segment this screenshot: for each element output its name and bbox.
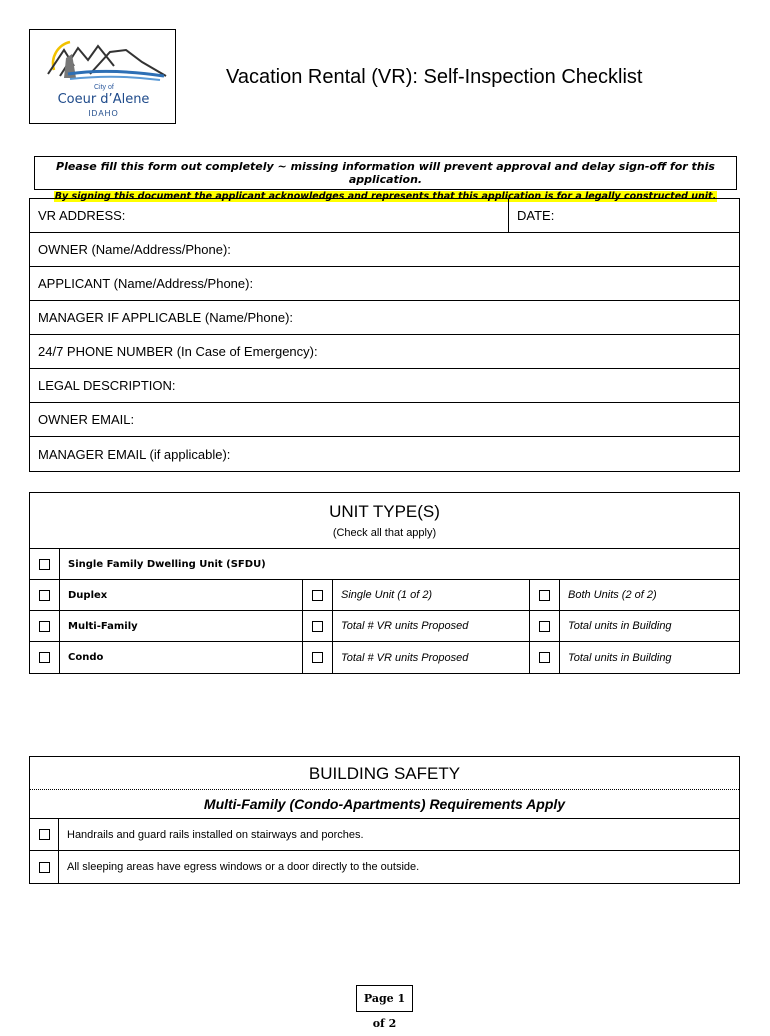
notice-box [34,156,737,202]
multifamily-vr-units-label: Total # VR units Proposed [341,620,469,632]
single-unit-checkbox[interactable] [312,590,323,601]
city-logo [29,29,176,124]
notice-line-2: By signing this document the applicant acknowledges and represents that this application is for a legally constructed unit. [54,191,717,202]
manager-email-field[interactable]: MANAGER EMAIL (if applicable): [38,446,231,462]
unit-row-multifamily [30,611,739,642]
info-row-owner-email [30,403,739,437]
condo-label: Condo [68,652,104,663]
info-row-legal [30,369,739,403]
multifamily-label: Multi-Family [68,620,138,632]
handrails-label: Handrails and guard rails installed on stairways and porches. [67,828,364,841]
logo-city-prefix: City of [94,84,114,91]
unit-row-duplex [30,580,739,611]
sfdu-label: Single Family Dwelling Unit (SFDU) [68,558,266,570]
condo-total-units-label: Total units in Building [568,651,672,664]
unit-types-subtitle: (Check all that apply) [332,527,437,539]
safety-row-handrails [30,819,739,851]
unit-row-sfdu [30,549,739,580]
egress-checkbox[interactable] [39,862,50,873]
building-safety-title: BUILDING SAFETY [30,757,739,790]
legal-description-field[interactable]: LEGAL DESCRIPTION: [38,378,176,393]
duplex-checkbox[interactable] [39,590,50,601]
multifamily-checkbox[interactable] [39,621,50,632]
applicant-info-table [29,198,740,472]
owner-email-field[interactable]: OWNER EMAIL: [38,412,135,427]
building-safety-table [29,756,740,884]
applicant-field[interactable]: APPLICANT (Name/Address/Phone): [38,276,254,291]
condo-vr-units-label: Total # VR units Proposed [341,651,469,664]
notice-line-1: Please fill this form out completely ~ missing information will prevent approval and delay sign-off for this application. [56,160,715,186]
vr-address-field[interactable]: VR ADDRESS: [30,199,509,232]
building-safety-subtitle: Multi-Family (Condo-Apartments) Requirements Apply [30,790,739,819]
condo-checkbox[interactable] [39,652,50,663]
multifamily-total-units-checkbox[interactable] [539,621,550,632]
info-row-phone [30,335,739,369]
both-units-checkbox[interactable] [539,590,550,601]
owner-field[interactable]: OWNER (Name/Address/Phone): [38,242,231,257]
unit-types-header [30,493,739,549]
egress-label: All sleeping areas have egress windows or a door directly to the outside. [67,861,420,873]
condo-total-units-checkbox[interactable] [539,652,550,663]
safety-row-egress [30,851,739,883]
unit-types-table [29,492,740,674]
handrails-checkbox[interactable] [39,829,50,840]
page-number: Page 1 of 2 [356,985,413,1012]
sfdu-checkbox[interactable] [39,559,50,570]
unit-types-title: UNIT TYPE(S) [329,502,440,521]
manager-field[interactable]: MANAGER IF APPLICABLE (Name/Phone): [38,310,294,325]
info-row-manager [30,301,739,335]
logo-city-name: Coeur d’Alene [57,92,150,107]
logo-state: IDAHO [88,109,119,118]
info-row-applicant [30,267,739,301]
multifamily-total-units-label: Total units in Building [568,620,672,632]
duplex-label: Duplex [68,589,108,601]
condo-vr-units-checkbox[interactable] [312,652,323,663]
multifamily-vr-units-checkbox[interactable] [312,621,323,632]
document-title: Vacation Rental (VR): Self-Inspection Checklist [226,66,643,88]
date-field[interactable]: DATE: [517,208,555,223]
info-row-owner [30,233,739,267]
both-units-label: Both Units (2 of 2) [568,589,657,601]
info-row-manager-email [30,437,739,471]
emergency-phone-field[interactable]: 24/7 PHONE NUMBER (In Case of Emergency): [38,344,318,359]
unit-row-condo [30,642,739,673]
single-unit-label: Single Unit (1 of 2) [341,589,433,601]
info-row-address [30,199,739,233]
